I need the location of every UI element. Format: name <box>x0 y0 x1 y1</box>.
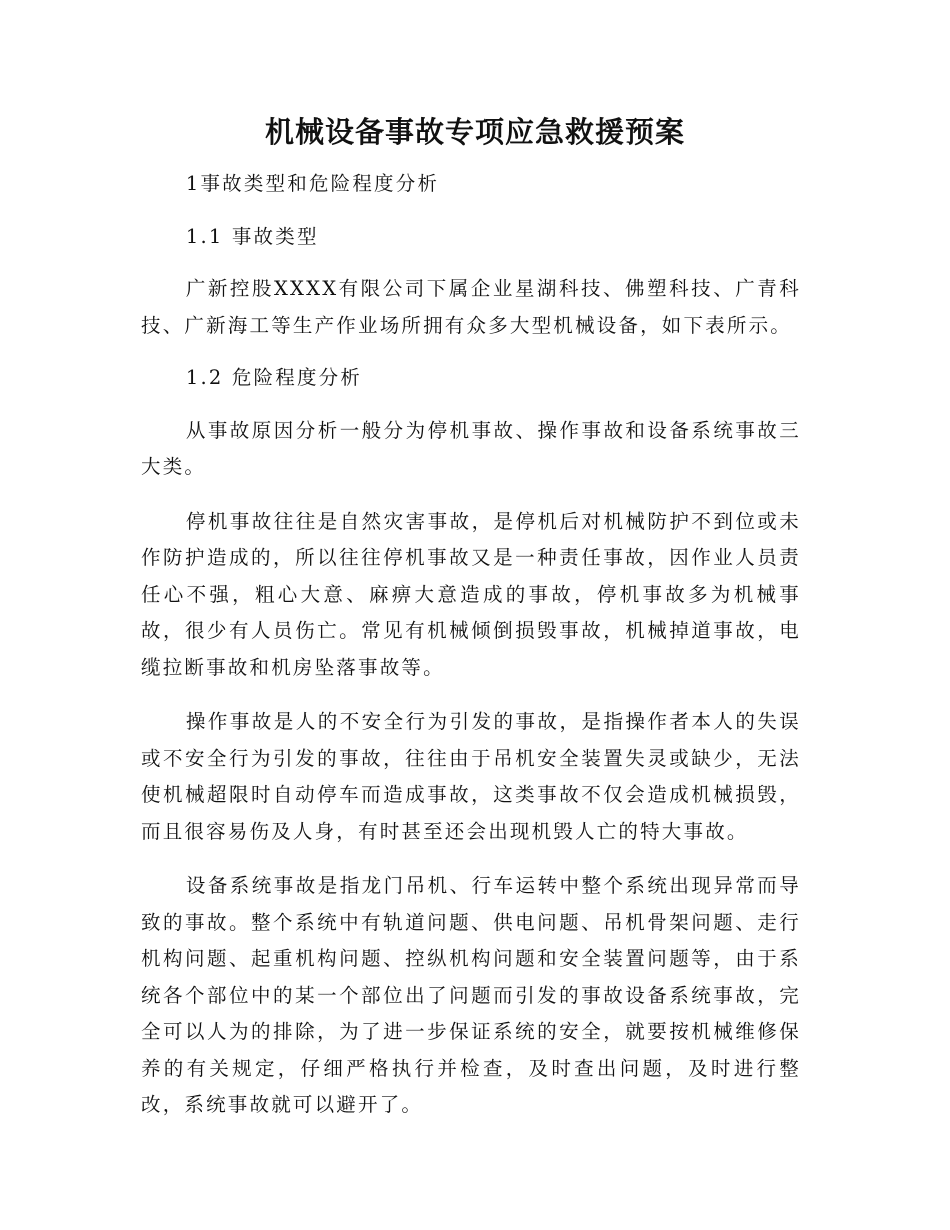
section-heading-1-2: 1.2 危险程度分析 <box>185 366 363 389</box>
paragraph-cause-analysis: 从事故原因分析一般分为停机事故、操作事故和设备系统事故三大类。 <box>141 418 801 478</box>
paragraph-system-accident: 设备系统事故是指龙门吊机、行车运转中整个系统出现异常而导致的事故。整个系统中有轨道问题、供电问题、吊机骨架问题、走行机构问题、起重机构问题、控纵机构问题和安全装置问题等，由于系统各个部位中的某一个部位出了问题而引发的事故设备系统事故，完全可以人为的排除，为了进一步保证系统的安全，就要按机械维修保养的有关规定，仔细严格执行并检查，及时查出问题，及时进行整改，系统事故就可以避开了。 <box>141 874 801 1116</box>
section-heading-1: 1事故类型和危险程度分析 <box>185 172 440 195</box>
paragraph-accident-types: 广新控股XXXX有限公司下属企业星湖科技、佛塑科技、广青科技、广新海工等生产作业场所拥有众多大型机械设备，如下表所示。 <box>141 277 801 337</box>
document-title: 机械设备事故专项应急救援预案 <box>264 115 685 149</box>
paragraph-operation-accident: 操作事故是人的不安全行为引发的事故，是指操作者本人的失误或不安全行为引发的事故，往往由于吊机安全装置失灵或缺少，无法使机械超限时自动停车而造成事故，这类事故不仅会造成机械损毁，而且很容易伤及人身，有时甚至还会出现机毁人亡的特大事故。 <box>141 710 801 843</box>
paragraph-shutdown-accident: 停机事故往往是自然灾害事故，是停机后对机械防护不到位或未作防护造成的，所以往往停机事故又是一种责任事故，因作业人员责任心不强，粗心大意、麻痹大意造成的事故，停机事故多为机械事故，很少有人员伤亡。常见有机械倾倒损毁事故，机械掉道事故，电缆拉断事故和机房坠落事故等。 <box>141 509 801 679</box>
section-heading-1-1: 1.1 事故类型 <box>185 224 319 248</box>
document-body <box>141 166 801 1124</box>
